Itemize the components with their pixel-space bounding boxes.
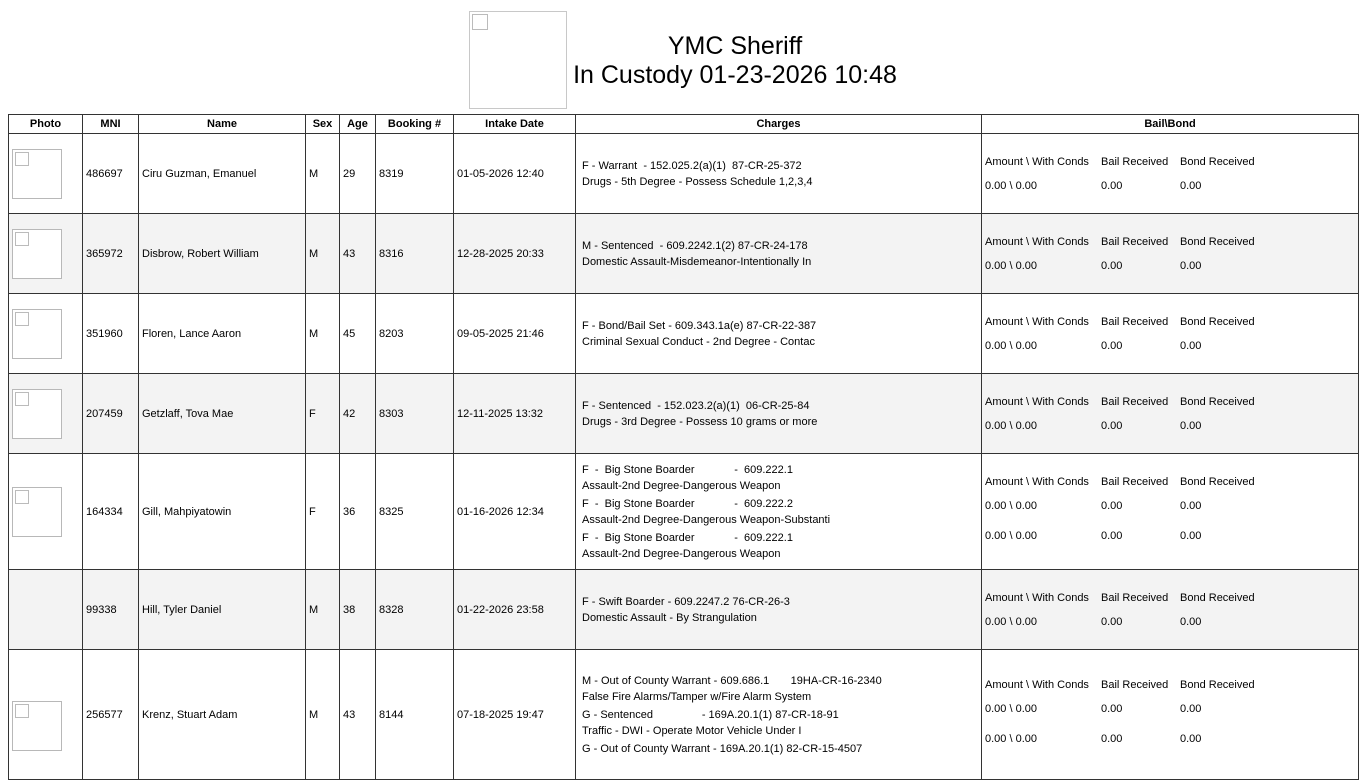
booking-cell: 8316 bbox=[376, 214, 454, 294]
col-charges: Charges bbox=[576, 115, 982, 134]
intake-date-cell: 01-16-2026 12:34 bbox=[454, 454, 576, 570]
inmate-photo[interactable] bbox=[12, 229, 62, 279]
booking-cell: 8328 bbox=[376, 570, 454, 650]
charges-cell bbox=[576, 134, 982, 214]
sex-cell: M bbox=[306, 650, 340, 780]
bail-bond-cell bbox=[982, 214, 1359, 294]
bond-label-bond: Bond Received bbox=[1180, 235, 1255, 248]
intake-date-cell: 12-11-2025 13:32 bbox=[454, 374, 576, 454]
charge-statute: F - Bond/Bail Set - 609.343.1a(e) 87-CR-22-387 bbox=[582, 319, 817, 332]
col-booking: Booking # bbox=[376, 115, 454, 134]
charge-entry bbox=[582, 158, 981, 190]
charge-description: Criminal Sexual Conduct - 2nd Degree - Contac bbox=[582, 335, 815, 348]
charge-entry bbox=[582, 238, 981, 270]
bond-received-value: 0.00 bbox=[1180, 702, 1202, 715]
charge-entry bbox=[582, 530, 981, 562]
charge-statute: M - Sentenced - 609.2242.1(2) 87-CR-24-178 bbox=[582, 239, 808, 252]
charge-description: Domestic Assault-Misdemeanor-Intentionally In bbox=[582, 255, 812, 268]
bond-received-value: 0.00 bbox=[1180, 529, 1202, 542]
intake-date-cell: 09-05-2025 21:46 bbox=[454, 294, 576, 374]
booking-cell: 8303 bbox=[376, 374, 454, 454]
bond-label-bail: Bail Received bbox=[1101, 678, 1169, 691]
bond-amount-value: 0.00 \ 0.00 bbox=[985, 732, 1037, 745]
bond-label-bail: Bail Received bbox=[1101, 591, 1169, 604]
col-intake-date: Intake Date bbox=[454, 115, 576, 134]
age-cell: 36 bbox=[340, 454, 376, 570]
photo-cell bbox=[9, 134, 83, 214]
intake-date-cell: 12-28-2025 20:33 bbox=[454, 214, 576, 294]
col-photo: Photo bbox=[9, 115, 83, 134]
charge-entry bbox=[582, 496, 981, 528]
photo-cell bbox=[9, 374, 83, 454]
broken-image-icon bbox=[15, 490, 29, 504]
bail-received-value: 0.00 bbox=[1101, 339, 1123, 352]
booking-cell: 8203 bbox=[376, 294, 454, 374]
page-subtitle: In Custody 01-23-2026 10:48 bbox=[573, 61, 897, 89]
bond-label-amount: Amount \ With Conds bbox=[985, 235, 1089, 248]
intake-date-cell: 01-05-2026 12:40 bbox=[454, 134, 576, 214]
bond-received-value: 0.00 bbox=[1180, 179, 1202, 192]
age-cell: 43 bbox=[340, 650, 376, 780]
bond-label-bail: Bail Received bbox=[1101, 235, 1169, 248]
charge-description: Domestic Assault - By Strangulation bbox=[582, 611, 757, 624]
bail-received-value: 0.00 bbox=[1101, 499, 1123, 512]
bond-amount-value: 0.00 \ 0.00 bbox=[985, 339, 1037, 352]
charges-cell bbox=[576, 650, 982, 780]
mni-cell: 207459 bbox=[83, 374, 139, 454]
charge-description: Assault-2nd Degree-Dangerous Weapon bbox=[582, 479, 781, 492]
bail-bond-cell bbox=[982, 570, 1359, 650]
bond-amount-value: 0.00 \ 0.00 bbox=[985, 419, 1037, 432]
charge-statute: F - Sentenced - 152.023.2(a)(1) 06-CR-25-84 bbox=[582, 399, 810, 412]
broken-image-icon bbox=[15, 392, 29, 406]
booking-cell: 8144 bbox=[376, 650, 454, 780]
bond-received-value: 0.00 bbox=[1180, 419, 1202, 432]
charge-statute: F - Warrant - 152.025.2(a)(1) 87-CR-25-372 bbox=[582, 159, 802, 172]
bond-label-amount: Amount \ With Conds bbox=[985, 155, 1089, 168]
bail-bond-cell bbox=[982, 294, 1359, 374]
name-cell: Getzlaff, Tova Mae bbox=[139, 374, 306, 454]
charge-statute: F - Big Stone Boarder - 609.222.1 bbox=[582, 463, 793, 476]
photo-cell bbox=[9, 570, 83, 650]
bond-label-bail: Bail Received bbox=[1101, 155, 1169, 168]
mni-cell: 351960 bbox=[83, 294, 139, 374]
mni-cell: 99338 bbox=[83, 570, 139, 650]
name-cell: Disbrow, Robert William bbox=[139, 214, 306, 294]
name-cell: Floren, Lance Aaron bbox=[139, 294, 306, 374]
inmate-photo[interactable] bbox=[12, 389, 62, 439]
broken-image-icon bbox=[15, 704, 29, 718]
table-row[interactable] bbox=[9, 294, 1359, 374]
charge-description: False Fire Alarms/Tamper w/Fire Alarm System bbox=[582, 690, 812, 703]
bond-amount-value: 0.00 \ 0.00 bbox=[985, 702, 1037, 715]
bail-received-value: 0.00 bbox=[1101, 419, 1123, 432]
sex-cell: M bbox=[306, 134, 340, 214]
bond-label-amount: Amount \ With Conds bbox=[985, 678, 1089, 691]
bail-bond-cell bbox=[982, 454, 1359, 570]
booking-cell: 8325 bbox=[376, 454, 454, 570]
charge-entry bbox=[582, 707, 981, 739]
broken-image-icon bbox=[15, 152, 29, 166]
mni-cell: 164334 bbox=[83, 454, 139, 570]
agency-logo bbox=[469, 11, 567, 109]
charge-statute: F - Big Stone Boarder - 609.222.2 bbox=[582, 497, 793, 510]
intake-date-cell: 01-22-2026 23:58 bbox=[454, 570, 576, 650]
bail-received-value: 0.00 bbox=[1101, 529, 1123, 542]
bond-amount-value: 0.00 \ 0.00 bbox=[985, 259, 1037, 272]
bond-received-value: 0.00 bbox=[1180, 615, 1202, 628]
broken-image-icon bbox=[15, 232, 29, 246]
bond-received-value: 0.00 bbox=[1180, 732, 1202, 745]
charge-entry bbox=[582, 741, 981, 757]
bond-received-value: 0.00 bbox=[1180, 499, 1202, 512]
charge-entry bbox=[582, 673, 981, 705]
name-cell: Hill, Tyler Daniel bbox=[139, 570, 306, 650]
charge-entry bbox=[582, 318, 981, 350]
charge-description: Traffic - DWI - Operate Motor Vehicle Under I bbox=[582, 724, 802, 737]
table-header-row bbox=[9, 115, 1359, 134]
table-row[interactable] bbox=[9, 454, 1359, 570]
bail-received-value: 0.00 bbox=[1101, 702, 1123, 715]
table-row[interactable] bbox=[9, 650, 1359, 780]
booking-cell: 8319 bbox=[376, 134, 454, 214]
age-cell: 38 bbox=[340, 570, 376, 650]
col-name: Name bbox=[139, 115, 306, 134]
table-row[interactable] bbox=[9, 214, 1359, 294]
charge-statute: F - Big Stone Boarder - 609.222.1 bbox=[582, 531, 793, 544]
table-row[interactable] bbox=[9, 374, 1359, 454]
bond-label-amount: Amount \ With Conds bbox=[985, 475, 1089, 488]
bond-label-amount: Amount \ With Conds bbox=[985, 315, 1089, 328]
bond-label-bond: Bond Received bbox=[1180, 155, 1255, 168]
bail-received-value: 0.00 bbox=[1101, 179, 1123, 192]
table-row[interactable] bbox=[9, 570, 1359, 650]
sex-cell: F bbox=[306, 374, 340, 454]
bail-bond-cell bbox=[982, 650, 1359, 780]
bond-amount-value: 0.00 \ 0.00 bbox=[985, 499, 1037, 512]
table-row[interactable] bbox=[9, 134, 1359, 214]
age-cell: 43 bbox=[340, 214, 376, 294]
bond-amount-value: 0.00 \ 0.00 bbox=[985, 529, 1037, 542]
bond-label-bond: Bond Received bbox=[1180, 395, 1255, 408]
name-cell: Gill, Mahpiyatowin bbox=[139, 454, 306, 570]
inmate-photo[interactable] bbox=[12, 309, 62, 359]
page-title: YMC Sheriff bbox=[667, 32, 803, 60]
bail-received-value: 0.00 bbox=[1101, 259, 1123, 272]
charges-cell bbox=[576, 454, 982, 570]
sex-cell: M bbox=[306, 294, 340, 374]
bond-label-bond: Bond Received bbox=[1180, 315, 1255, 328]
charge-description: Assault-2nd Degree-Dangerous Weapon bbox=[582, 547, 781, 560]
bond-amount-value: 0.00 \ 0.00 bbox=[985, 179, 1037, 192]
mni-cell: 486697 bbox=[83, 134, 139, 214]
photo-cell bbox=[9, 294, 83, 374]
age-cell: 29 bbox=[340, 134, 376, 214]
col-mni: MNI bbox=[83, 115, 139, 134]
bail-received-value: 0.00 bbox=[1101, 615, 1123, 628]
broken-image-icon bbox=[472, 14, 488, 30]
inmate-photo[interactable] bbox=[12, 701, 62, 751]
photo-cell bbox=[9, 214, 83, 294]
charge-description: Assault-2nd Degree-Dangerous Weapon-Substanti bbox=[582, 513, 831, 526]
bond-label-bail: Bail Received bbox=[1101, 475, 1169, 488]
col-sex: Sex bbox=[306, 115, 340, 134]
name-cell: Ciru Guzman, Emanuel bbox=[139, 134, 306, 214]
charge-statute: G - Sentenced - 169A.20.1(1) 87-CR-18-91 bbox=[582, 708, 839, 721]
bond-label-bond: Bond Received bbox=[1180, 678, 1255, 691]
col-bail-bond: Bail\Bond bbox=[982, 115, 1359, 134]
bail-received-value: 0.00 bbox=[1101, 732, 1123, 745]
charges-cell bbox=[576, 214, 982, 294]
mni-cell: 256577 bbox=[83, 650, 139, 780]
charge-entry bbox=[582, 594, 981, 626]
bond-label-amount: Amount \ With Conds bbox=[985, 395, 1089, 408]
sex-cell: M bbox=[306, 214, 340, 294]
charge-entry bbox=[582, 398, 981, 430]
charge-statute: G - Out of County Warrant - 169A.20.1(1) 82-CR-15-4507 bbox=[582, 742, 863, 755]
age-cell: 42 bbox=[340, 374, 376, 454]
charges-cell bbox=[576, 294, 982, 374]
sex-cell: F bbox=[306, 454, 340, 570]
intake-date-cell: 07-18-2025 19:47 bbox=[454, 650, 576, 780]
bail-bond-cell bbox=[982, 374, 1359, 454]
charge-entry bbox=[582, 462, 981, 494]
charge-description: Drugs - 3rd Degree - Possess 10 grams or more bbox=[582, 415, 818, 428]
bond-label-bail: Bail Received bbox=[1101, 315, 1169, 328]
inmate-photo[interactable] bbox=[12, 149, 62, 199]
charges-cell bbox=[576, 374, 982, 454]
inmate-photo[interactable] bbox=[12, 487, 62, 537]
bond-amount-value: 0.00 \ 0.00 bbox=[985, 615, 1037, 628]
sex-cell: M bbox=[306, 570, 340, 650]
charge-description: Drugs - 5th Degree - Possess Schedule 1,2,3,4 bbox=[582, 175, 813, 188]
name-cell: Krenz, Stuart Adam bbox=[139, 650, 306, 780]
mni-cell: 365972 bbox=[83, 214, 139, 294]
bond-label-bond: Bond Received bbox=[1180, 475, 1255, 488]
broken-image-icon bbox=[15, 312, 29, 326]
bail-bond-cell bbox=[982, 134, 1359, 214]
age-cell: 45 bbox=[340, 294, 376, 374]
bond-label-bond: Bond Received bbox=[1180, 591, 1255, 604]
bond-received-value: 0.00 bbox=[1180, 339, 1202, 352]
custody-table bbox=[8, 114, 1359, 780]
charge-statute: M - Out of County Warrant - 609.686.1 19HA-CR-16-2340 bbox=[582, 674, 882, 687]
photo-cell bbox=[9, 454, 83, 570]
col-age: Age bbox=[340, 115, 376, 134]
charges-cell bbox=[576, 570, 982, 650]
photo-cell bbox=[9, 650, 83, 780]
bond-label-bail: Bail Received bbox=[1101, 395, 1169, 408]
bond-received-value: 0.00 bbox=[1180, 259, 1202, 272]
charge-statute: F - Swift Boarder - 609.2247.2 76-CR-26-3 bbox=[582, 595, 790, 608]
bond-label-amount: Amount \ With Conds bbox=[985, 591, 1089, 604]
